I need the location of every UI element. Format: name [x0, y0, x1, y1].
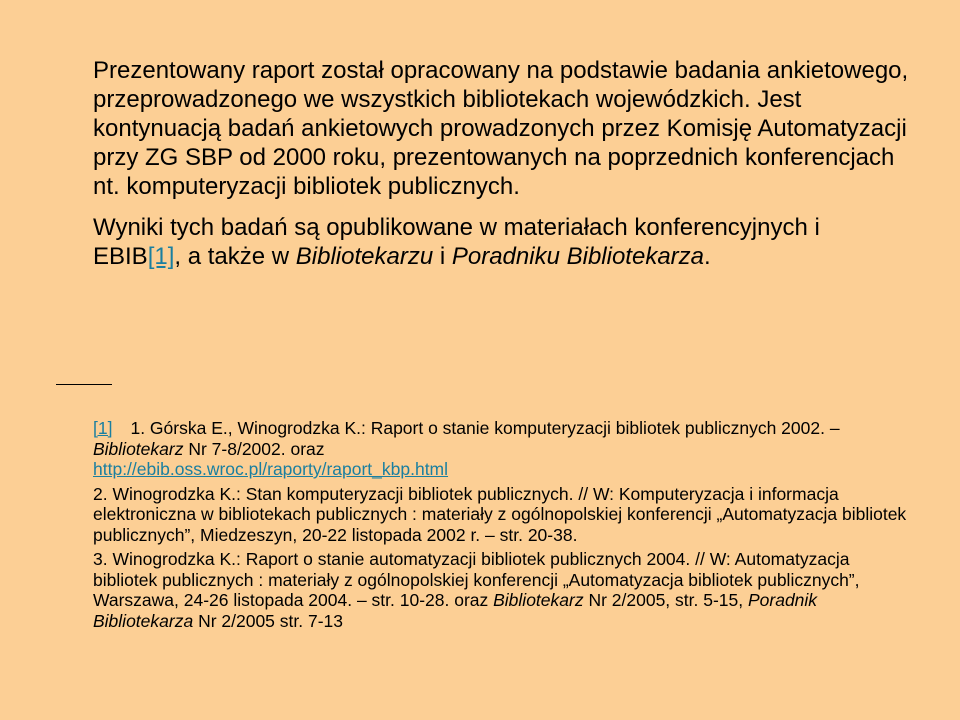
- paragraph-intro: Prezentowany raport został opracowany na podstawie badania ankietowego, przeprowadzonego we wszystkich bibliotekach wojewódzkich. Jest kontynuacją badań ankietowych prowadzonych przez Komisję Automatyzacji przy ZG SBP od 2000 roku, prezentowanych na poprzednich konferencjach nt. komputeryzacji bibliotek publicznych.: [93, 57, 909, 200]
- footnotes: [93, 418, 913, 635]
- results-text-a: Wyniki tych badań są opublikowane w materiałach konferencyjnych i EBIB: [93, 214, 820, 270]
- journal-bibliotekarz: Bibliotekarzu: [295, 243, 434, 270]
- footnote-backref-link[interactable]: [1]: [93, 418, 113, 438]
- paragraph-results: [93, 213, 913, 271]
- footnote-3-journal-1: Bibliotekarz: [493, 590, 584, 610]
- report-url-link[interactable]: http://ebib.oss.wroc.pl/raporty/raport_kbp.html: [93, 459, 449, 479]
- footnote-3-text-c: Nr 2/2005 str. 7-13: [193, 610, 344, 631]
- footnote-1-text-a: 1. Górska E., Winogrodzka K.: Raport o stanie komputeryzacji bibliotek publicznych 2002. –: [130, 418, 840, 438]
- footnote-1-text-b: Nr 7-8/2002. oraz: [183, 438, 325, 459]
- main-text: [93, 56, 913, 271]
- footnote-3-text-a: 3. Winogrodzka K.: Raport o stanie automatyzacji bibliotek publicznych 2004. // W: Automatyzacja bibliotek publicznych : materiały z ogólnopolskiej konferencji „Automatyzacja bibliotek publicznych”, Warszawa, 24-26 listopada 2004. – str. 10-28. oraz: [93, 549, 860, 610]
- results-text-c: i: [433, 243, 452, 270]
- footnote-3: [93, 549, 913, 631]
- footnote-3-text-b: Nr 2/2005, str. 5-15,: [583, 590, 748, 610]
- results-text-d: .: [704, 243, 711, 270]
- results-text-b: , a także w: [174, 243, 296, 270]
- footnote-separator: [56, 384, 112, 385]
- footnote-1: [93, 418, 913, 480]
- footnote-2: 2. Winogrodzka K.: Stan komputeryzacji bibliotek publicznych. // W: Komputeryzacja i informacja elektroniczna w bibliotekach publicznych : materiały z ogólnopolskiej konferencji „Automatyzacja bibliotek publicznych”, Miedzeszyn, 20-22 listopada 2002 r. – str. 20-38.: [93, 483, 907, 545]
- footnote-1-journal: Bibliotekarz: [93, 438, 184, 459]
- footnote-ref-link[interactable]: [1]: [147, 243, 175, 270]
- journal-poradnik: Poradniku Bibliotekarza: [451, 243, 704, 270]
- footnote-3-journal-2: Poradnik Bibliotekarza: [93, 590, 818, 631]
